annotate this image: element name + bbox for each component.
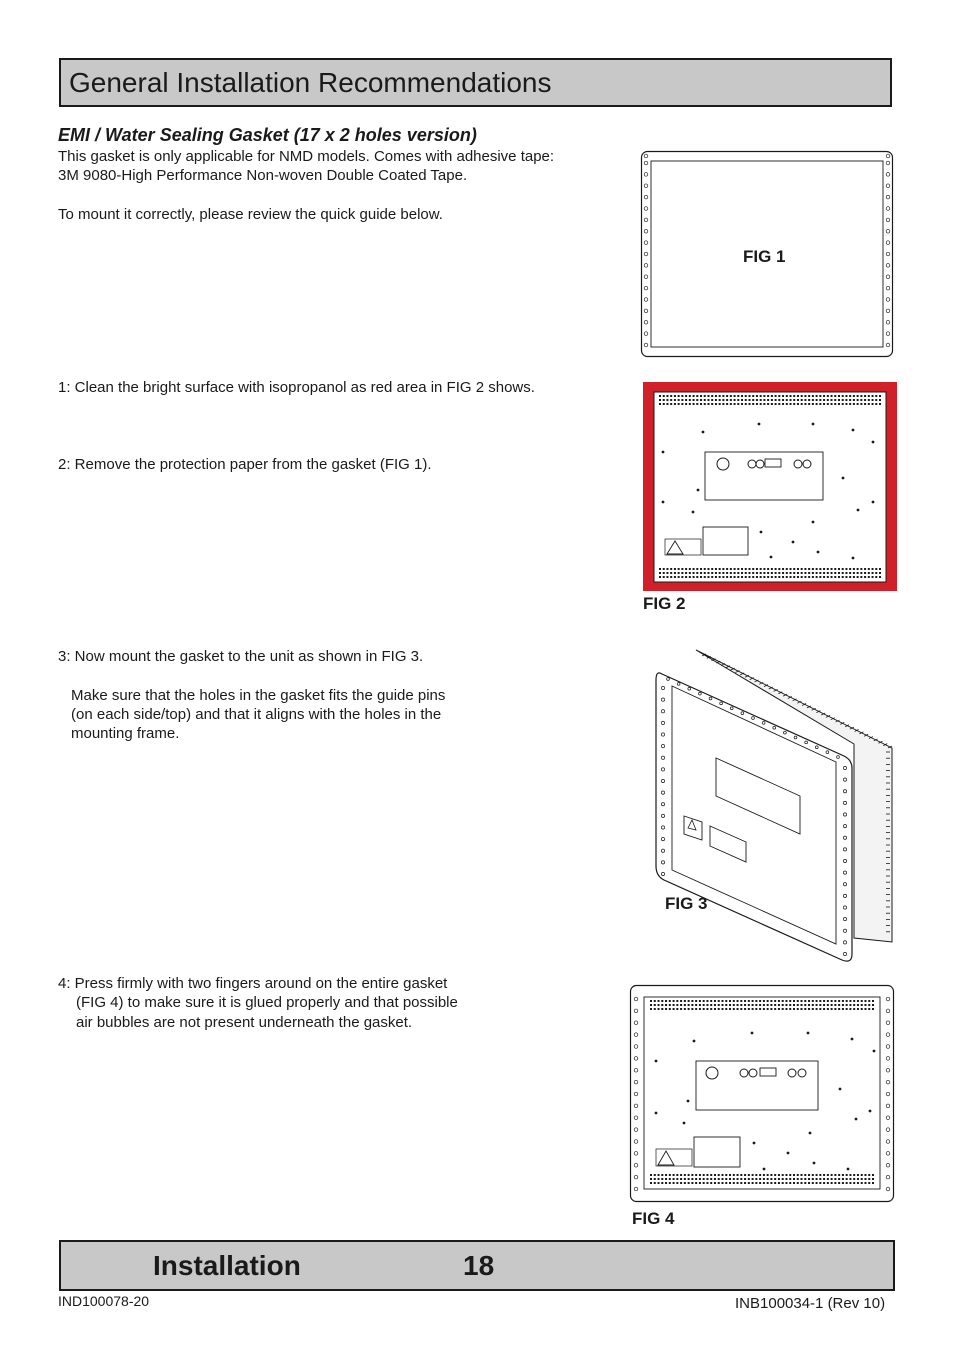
- document-id: IND100078-20: [58, 1293, 150, 1309]
- intro-line-2: 3M 9080-High Performance Non-woven Double Coated Tape.: [58, 167, 468, 184]
- step-4-line-2: (FIG 4) to make sure it is glued properly and that possible: [76, 994, 458, 1011]
- fig3-mounting-drawing: [654, 648, 896, 964]
- step-3-detail-2: (on each side/top) and that it aligns with the holes in the: [71, 706, 442, 723]
- page-header: [59, 58, 892, 107]
- intro-line-1: This gasket is only applicable for NMD models. Comes with adhesive tape:: [58, 148, 555, 165]
- step-4-line-1: 4: Press firmly with two fingers around on the entire gasket: [58, 975, 448, 992]
- step-3-detail-1: Make sure that the holes in the gasket fits the guide pins: [71, 687, 446, 704]
- fig4-mounted-gasket-drawing: [630, 985, 895, 1203]
- fig2-unit-back-drawing: [643, 382, 897, 591]
- step-3-detail-3: mounting frame.: [71, 725, 180, 742]
- revision-id: INB100034-1 (Rev 10): [735, 1295, 886, 1312]
- fig1-label: FIG 1: [743, 247, 786, 266]
- footer-section-title: Installation: [153, 1250, 301, 1281]
- page-number: 18: [463, 1250, 495, 1281]
- step-2-text: 2: Remove the protection paper from the gasket (FIG 1).: [58, 456, 432, 473]
- step-4-line-3: air bubbles are not present underneath the gasket.: [76, 1014, 413, 1031]
- fig4-label: FIG 4: [632, 1209, 675, 1228]
- page-title: General Installation Recommendations: [69, 67, 552, 98]
- fig3-label: FIG 3: [665, 894, 708, 913]
- guide-note: To mount it correctly, please review the quick guide below.: [58, 206, 443, 223]
- step-1-text: 1: Clean the bright surface with isopropanol as red area in FIG 2 shows.: [58, 379, 535, 396]
- section-title: EMI / Water Sealing Gasket (17 x 2 holes version): [58, 125, 477, 145]
- step-3-text: 3: Now mount the gasket to the unit as shown in FIG 3.: [58, 648, 424, 665]
- page-footer: [59, 1240, 895, 1291]
- fig2-label: FIG 2: [643, 594, 686, 613]
